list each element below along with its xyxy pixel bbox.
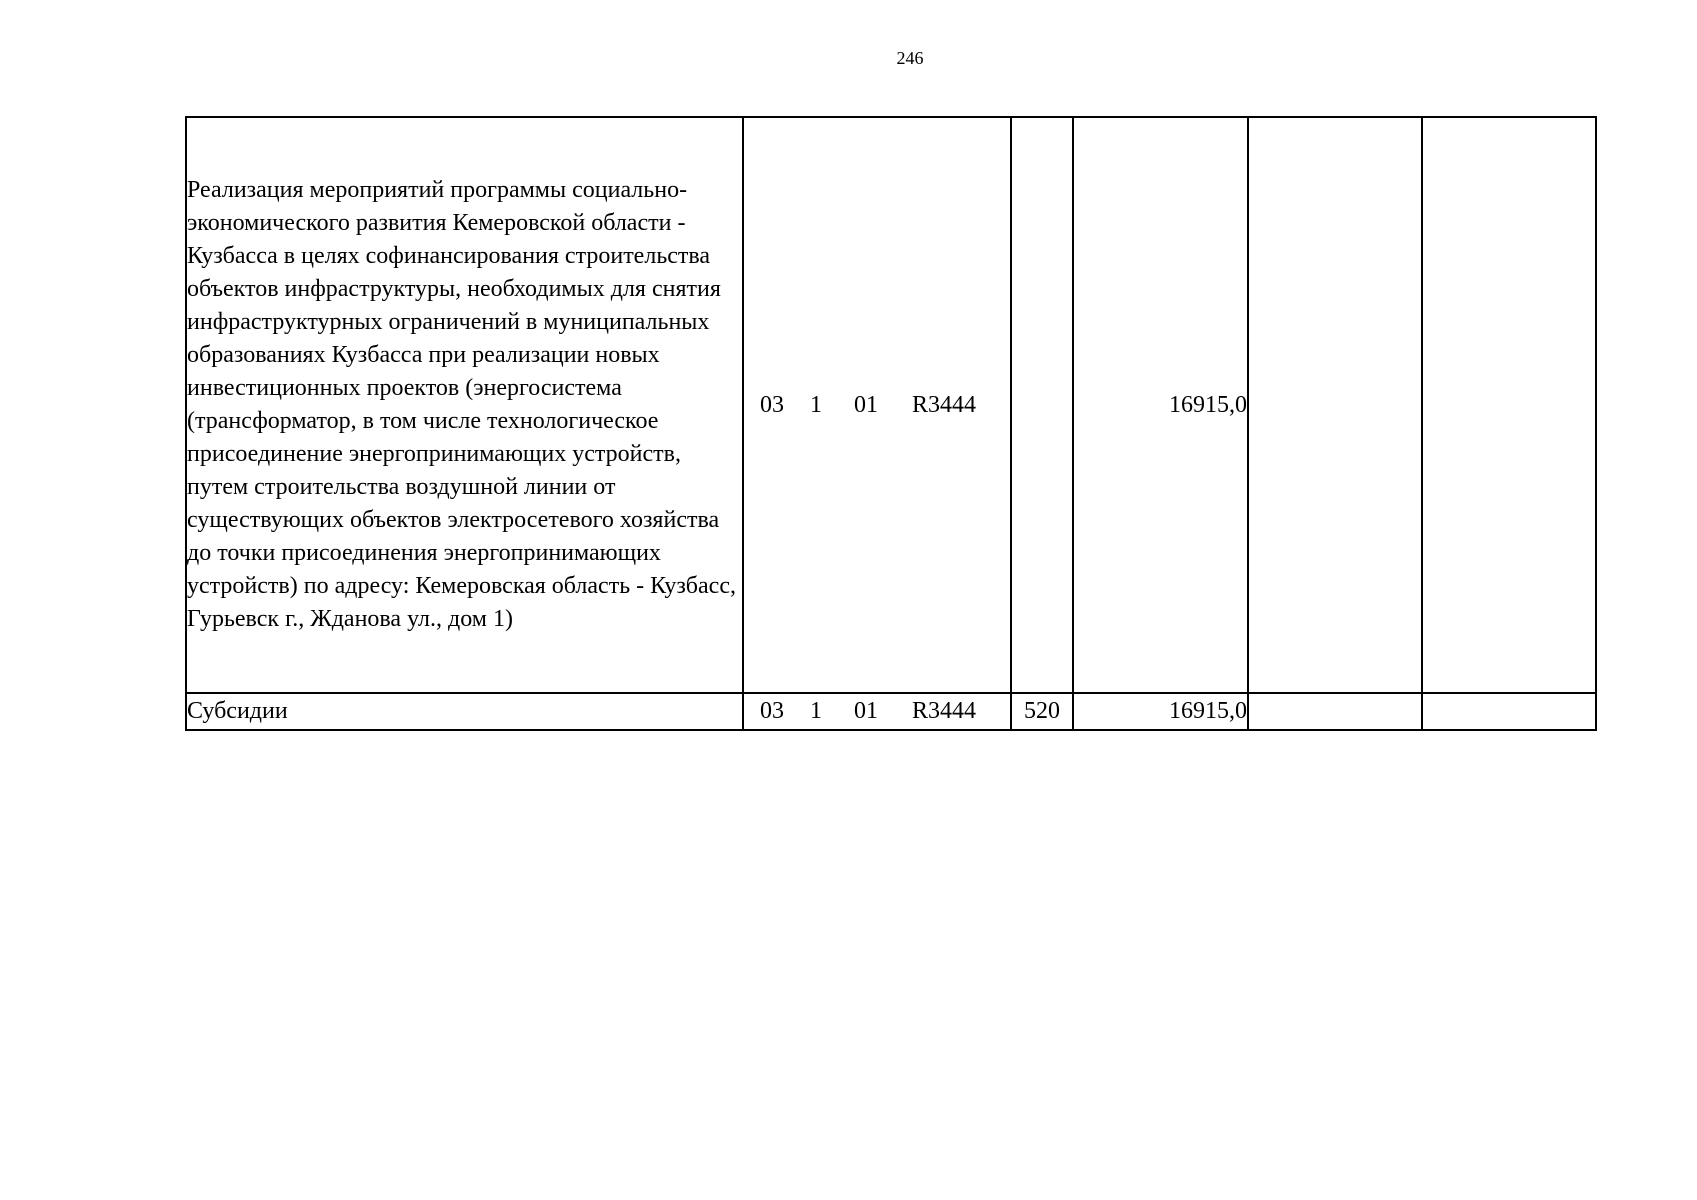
- row-description: Субсидии: [186, 693, 743, 730]
- expense-type-code: [1011, 117, 1073, 693]
- table-row: [186, 693, 1596, 730]
- amount-year-1: 16915,0: [1073, 693, 1248, 730]
- row-description: Реализация мероприятий программы социально-экономического развития Кемеровской области - Кузбасса в целях софинансирования строительства объектов инфраструктуры, необходимых для снятия инфраструктурных ограничений в муниципальных образованиях Кузбасса при реализации новых инвестиционных проектов (энергосистема (трансформатор, в том числе технологическое присоединение энергопринимающих устройств, путем строительства воздушной линии от существующих объектов электросетевого хозяйства до точки присоединения энергопринимающих устройств) по адресу: Кемеровская область - Кузбасс, Гурьевск г., Жданова ул., дом 1): [186, 117, 743, 693]
- amount-year-3: [1422, 117, 1596, 693]
- subprogram-code: 1: [810, 698, 822, 724]
- program-code: 03: [760, 698, 784, 724]
- amount-year-1: 16915,0: [1073, 117, 1248, 693]
- activity-code: 01: [854, 391, 878, 418]
- amount-year-2: [1248, 693, 1422, 730]
- program-code: 03: [760, 391, 784, 418]
- amount-year-2: [1248, 117, 1422, 693]
- expense-type-code: 520: [1011, 693, 1073, 730]
- activity-code: 01: [854, 698, 878, 724]
- budget-table: [185, 116, 1597, 731]
- amount-year-3: [1422, 693, 1596, 730]
- table-row: [186, 117, 1596, 693]
- row-codes: [743, 117, 1011, 693]
- subprogram-code: 1: [810, 391, 822, 418]
- direction-code: R3444: [912, 698, 977, 724]
- row-codes: [743, 693, 1011, 730]
- direction-code: R3444: [912, 391, 977, 418]
- page-number: 246: [896, 48, 924, 68]
